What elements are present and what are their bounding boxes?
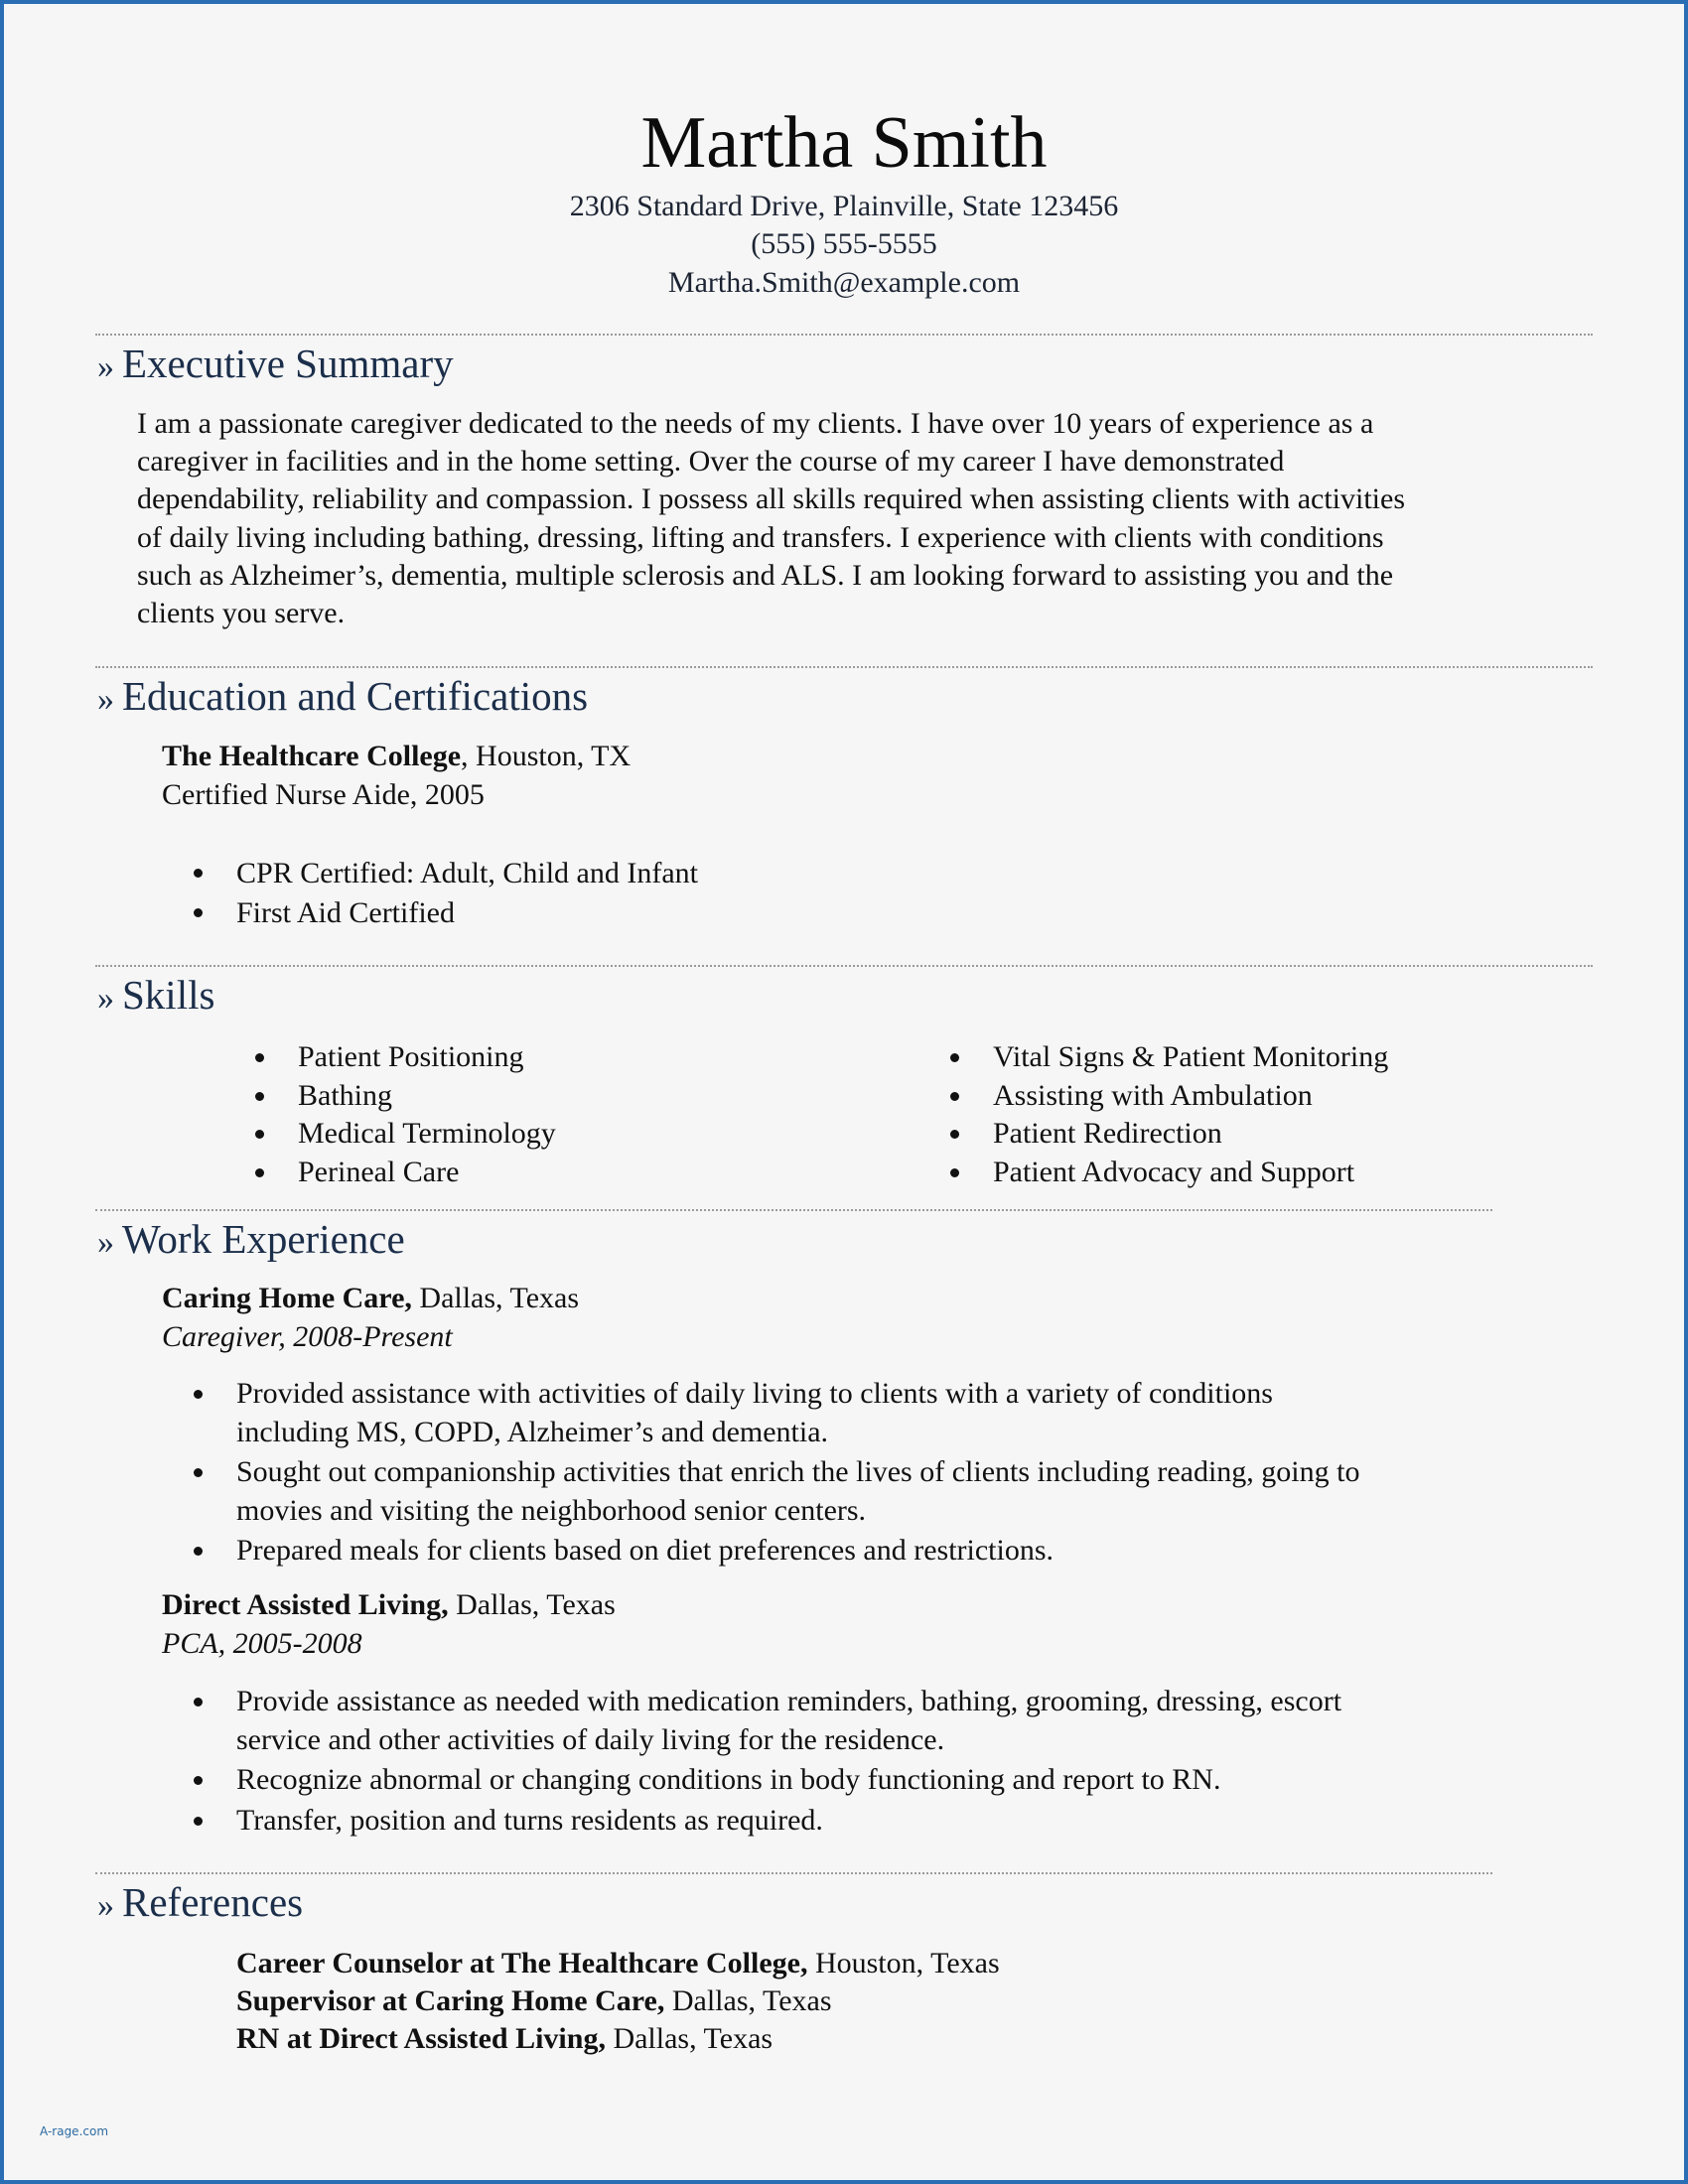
section-heading-work <box>97 1215 405 1267</box>
list-item <box>298 1115 556 1154</box>
section-title: Education and Certifications <box>122 673 589 719</box>
bullet-icon <box>950 1168 959 1177</box>
job-duties <box>236 1375 1359 1570</box>
bullet-icon <box>194 1547 203 1556</box>
bullet-icon <box>255 1092 264 1101</box>
job-role: Caregiver, 2008-Present <box>162 1320 453 1353</box>
list-item-text: Prepared meals for clients based on diet preferences and restrictions. <box>236 1534 1055 1567</box>
summary-line: caregiver in facilities and in the home setting. Over the course of my career I have demonstrated <box>137 445 1285 478</box>
bullet-icon <box>950 1053 959 1062</box>
institution-name: The Healthcare College <box>162 740 462 772</box>
bullet-icon <box>194 908 203 917</box>
section-title: Executive Summary <box>122 341 454 386</box>
bullet-icon <box>194 1776 203 1785</box>
list-item-text: Assisting with Ambulation <box>993 1078 1313 1112</box>
list-item-text: First Aid Certified <box>236 896 455 929</box>
chevron-right-icon: » <box>97 1224 114 1261</box>
list-item <box>993 1077 1388 1116</box>
reference-location: Dallas, Texas <box>664 1984 832 2017</box>
list-item <box>236 854 698 893</box>
list-item-text: Recognize abnormal or changing conditions in body functioning and report to RN. <box>236 1763 1221 1796</box>
list-item <box>993 1115 1388 1154</box>
list-item <box>298 1077 556 1116</box>
section-title: Work Experience <box>122 1216 405 1262</box>
list-item-text: Patient Positioning <box>298 1040 524 1073</box>
list-item <box>298 1154 556 1192</box>
chevron-right-icon: » <box>97 1887 114 1924</box>
address: 2306 Standard Drive, Plainville, State 123456 <box>569 190 1119 222</box>
job-duties <box>236 1683 1341 1840</box>
employer-line <box>162 1586 616 1624</box>
section-heading-education <box>97 672 588 724</box>
bullet-icon <box>255 1053 264 1062</box>
bullet-icon <box>950 1092 959 1101</box>
bullet-icon <box>255 1168 264 1177</box>
reference-location: Houston, Texas <box>807 1947 1000 1979</box>
list-item <box>298 1038 556 1077</box>
summary-line: of daily living including bathing, dressing, lifting and transfers. I experience with clients with conditions <box>137 521 1384 554</box>
reference-title: Supervisor at Caring Home Care, <box>236 1984 665 2017</box>
list-item <box>236 1453 1359 1530</box>
list-item <box>236 1532 1359 1570</box>
reference-location: Dallas, Texas <box>605 2022 774 2055</box>
list-item <box>236 1761 1341 1800</box>
employer-name: Direct Assisted Living, <box>162 1588 449 1621</box>
list-item-text: Medical Terminology <box>298 1117 556 1150</box>
summary-line: I am a passionate caregiver dedicated to the needs of my clients. I have over 10 years of experience as a <box>137 407 1374 440</box>
skills-list-left <box>298 1038 556 1191</box>
chevron-right-icon: » <box>97 348 114 385</box>
list-item <box>236 1683 1341 1759</box>
bullet-icon <box>194 1817 203 1826</box>
bullet-icon <box>194 1468 203 1477</box>
list-item-text: Sought out companionship activities that enrich the lives of clients including reading, going to <box>236 1455 1360 1488</box>
list-item <box>236 1802 1341 1841</box>
reference-item <box>236 1982 832 2020</box>
reference-title: RN at Direct Assisted Living, <box>236 2022 606 2055</box>
section-divider <box>95 965 1593 967</box>
list-item-text: CPR Certified: Adult, Child and Infant <box>236 857 698 889</box>
list-item <box>236 1375 1359 1451</box>
bullet-icon <box>255 1130 264 1139</box>
skills-list-right <box>993 1038 1388 1191</box>
certification-list <box>236 854 698 933</box>
candidate-name: Martha Smith <box>640 102 1048 184</box>
bullet-icon <box>194 1698 203 1706</box>
chevron-right-icon: » <box>97 980 114 1017</box>
list-item-text: including MS, COPD, Alzheimer’s and dementia. <box>236 1415 829 1448</box>
bullet-icon <box>194 1390 203 1399</box>
bullet-icon <box>950 1130 959 1139</box>
list-item-text: Provide assistance as needed with medication reminders, bathing, grooming, dressing, escort <box>236 1685 1342 1717</box>
list-item <box>993 1038 1388 1077</box>
list-item-text: Perineal Care <box>298 1155 460 1188</box>
section-title: References <box>122 1879 304 1925</box>
section-divider <box>95 1209 1492 1211</box>
chevron-right-icon: » <box>97 681 114 718</box>
list-item-text: movies and visiting the neighborhood senior centers. <box>236 1493 867 1527</box>
section-heading-summary <box>97 340 454 391</box>
section-divider <box>95 1872 1492 1874</box>
list-item-text: Patient Redirection <box>993 1117 1222 1150</box>
section-divider <box>95 334 1593 336</box>
phone: (555) 555-5555 <box>751 227 937 260</box>
reference-title: Career Counselor at The Healthcare College, <box>236 1947 808 1979</box>
summary-line: dependability, reliability and compassion. I possess all skills required when assisting clients with activities <box>137 482 1405 515</box>
list-item-text: Provided assistance with activities of daily living to clients with a variety of conditions <box>236 1377 1273 1410</box>
institution-location: , Houston, TX <box>461 740 632 772</box>
job-role: PCA, 2005-2008 <box>162 1627 362 1660</box>
list-item-text: Bathing <box>298 1078 392 1112</box>
section-title: Skills <box>122 972 215 1018</box>
watermark: A-rage.com <box>40 2124 109 2138</box>
employer-line <box>162 1280 579 1317</box>
employer-name: Caring Home Care, <box>162 1282 412 1314</box>
reference-item <box>236 1945 1000 1982</box>
employer-location: Dallas, Texas <box>411 1282 580 1314</box>
list-item <box>236 893 698 933</box>
list-item-text: Vital Signs & Patient Monitoring <box>993 1040 1389 1073</box>
section-heading-skills <box>97 971 214 1023</box>
list-item <box>993 1154 1388 1192</box>
list-item-text: Patient Advocacy and Support <box>993 1155 1355 1188</box>
list-item-text: Transfer, position and turns residents as required. <box>236 1803 823 1837</box>
bullet-icon <box>194 869 203 878</box>
reference-item <box>236 2020 773 2058</box>
summary-line: clients you serve. <box>137 597 346 629</box>
institution-line <box>162 738 631 775</box>
degree: Certified Nurse Aide, 2005 <box>162 778 485 811</box>
list-item-text: service and other activities of daily living for the residence. <box>236 1722 945 1756</box>
section-divider <box>95 666 1593 668</box>
employer-location: Dallas, Texas <box>448 1588 616 1621</box>
section-heading-references <box>97 1878 303 1930</box>
summary-line: such as Alzheimer’s, dementia, multiple sclerosis and ALS. I am looking forward to assisting you and the <box>137 559 1394 592</box>
email: Martha.Smith@example.com <box>667 266 1021 299</box>
